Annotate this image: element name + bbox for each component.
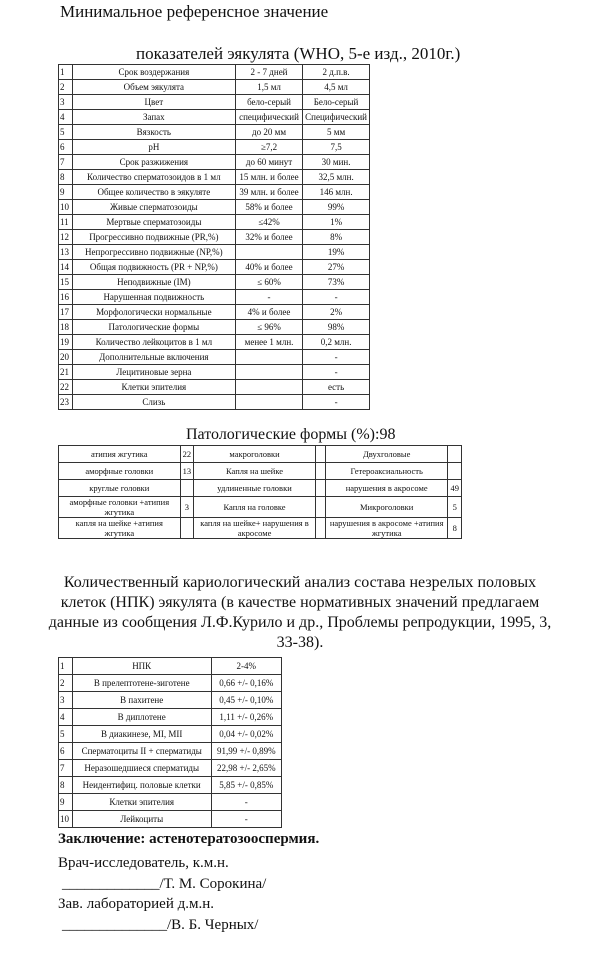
table-cell: Неидентифиц. половые клетки	[72, 777, 211, 794]
table-cell: 2	[59, 675, 73, 692]
table-cell: 13	[59, 245, 73, 260]
table-row	[59, 335, 370, 350]
table-cell	[235, 365, 302, 380]
table-cell: ≤42%	[235, 215, 302, 230]
table-cell: 2-4%	[211, 658, 281, 675]
table-cell: 0,45 +/- 0,10%	[211, 692, 281, 709]
table-row	[59, 777, 282, 794]
table-cell: 7	[59, 155, 73, 170]
table-cell	[235, 245, 302, 260]
table-cell: 5 мм	[303, 125, 370, 140]
table-cell: капля на шейке+ нарушения в акросоме	[194, 518, 316, 539]
table-cell: 9	[59, 185, 73, 200]
table-row	[59, 480, 462, 497]
table-cell: В прелептотене-зиготене	[72, 675, 211, 692]
table-cell: Срок воздержания	[72, 65, 235, 80]
table-cell: 16	[59, 290, 73, 305]
table-cell: -	[235, 290, 302, 305]
table-cell: специфический	[235, 110, 302, 125]
table-cell: 40% и более	[235, 260, 302, 275]
table-row	[59, 365, 370, 380]
table-row	[59, 446, 462, 463]
table-cell: 8	[59, 777, 73, 794]
table-row	[59, 245, 370, 260]
table-row	[59, 692, 282, 709]
table-row	[59, 743, 282, 760]
reference-values-table	[58, 64, 370, 410]
heading-line-1: Минимальное референсное значение	[60, 2, 329, 21]
table-cell: Дополнительные включения	[72, 350, 235, 365]
table-cell: 5	[448, 497, 462, 518]
table-cell: 10	[59, 811, 73, 828]
table-row	[59, 380, 370, 395]
table-cell: Бело-серый	[303, 95, 370, 110]
table-cell: -	[303, 290, 370, 305]
table-row	[59, 709, 282, 726]
table-cell: Морфологически нормальные	[72, 305, 235, 320]
table-row	[59, 760, 282, 777]
table-cell: 15	[59, 275, 73, 290]
table-cell: 19	[59, 335, 73, 350]
table-cell: Клетки эпителия	[72, 794, 211, 811]
table-row	[59, 155, 370, 170]
table-cell: 21	[59, 365, 73, 380]
table-cell: 8%	[303, 230, 370, 245]
table-cell	[316, 480, 326, 497]
heading-line-2: показателей эякулята (WHO, 5-е изд., 2010г.)	[136, 44, 461, 63]
table-cell: 11	[59, 215, 73, 230]
doctor-signature: _____________/Т. М. Сорокина/	[62, 876, 267, 892]
table-cell: pH	[72, 140, 235, 155]
table-cell: 7,5	[303, 140, 370, 155]
table-cell: 1%	[303, 215, 370, 230]
table-cell: 8	[448, 518, 462, 539]
table-cell: 9	[59, 794, 73, 811]
table-cell: 23	[59, 395, 73, 410]
table-cell: Гетероаксиальность	[325, 463, 448, 480]
table-cell: до 60 минут	[235, 155, 302, 170]
table-cell: Клетки эпителия	[72, 380, 235, 395]
table-cell: Лейкоциты	[72, 811, 211, 828]
table-cell: Сперматоциты II + сперматиды	[72, 743, 211, 760]
table-cell: Запах	[72, 110, 235, 125]
table-cell: 14	[59, 260, 73, 275]
table-cell: 91,99 +/- 0,89%	[211, 743, 281, 760]
table-row	[59, 395, 370, 410]
table-cell: ≥7,2	[235, 140, 302, 155]
table-cell	[180, 518, 194, 539]
table-cell: нарушения в акросоме	[325, 480, 448, 497]
table-row	[59, 185, 370, 200]
table-cell: Живые сперматозоиды	[72, 200, 235, 215]
table-cell: Неразошедшиеся сперматиды	[72, 760, 211, 777]
table-cell: Объем эякулята	[72, 80, 235, 95]
table-cell: менее 1 млн.	[235, 335, 302, 350]
table-cell: Количество сперматозоидов в 1 мл	[72, 170, 235, 185]
table-cell	[235, 395, 302, 410]
table-cell: Вязкость	[72, 125, 235, 140]
table-cell: В пахитене	[72, 692, 211, 709]
table-row	[59, 658, 282, 675]
table-cell: Мертвые сперматозоиды	[72, 215, 235, 230]
table-cell: 30 мин.	[303, 155, 370, 170]
table-cell: 2%	[303, 305, 370, 320]
table-cell: 1	[59, 65, 73, 80]
table-cell: 13	[180, 463, 194, 480]
table-cell: 2	[59, 80, 73, 95]
table-cell	[316, 446, 326, 463]
table-cell: 22	[180, 446, 194, 463]
table-cell: 7	[59, 760, 73, 777]
table-cell: 3	[180, 497, 194, 518]
table-cell: 4	[59, 709, 73, 726]
table-cell: 4,5 мл	[303, 80, 370, 95]
table-cell: 146 млн.	[303, 185, 370, 200]
table-cell: ≤ 96%	[235, 320, 302, 335]
table-row	[59, 215, 370, 230]
table-cell: 1	[59, 658, 73, 675]
table-cell: 18	[59, 320, 73, 335]
table-cell: Общая подвижность (PR + NP,%)	[72, 260, 235, 275]
table-row	[59, 65, 370, 80]
table-cell: Капля на шейке	[194, 463, 316, 480]
table-cell: Нарушенная подвижность	[72, 290, 235, 305]
table-cell: В диплотене	[72, 709, 211, 726]
table-cell: 8	[59, 170, 73, 185]
table-cell: 99%	[303, 200, 370, 215]
table-cell: 3	[59, 95, 73, 110]
table-row	[59, 140, 370, 155]
table-row	[59, 726, 282, 743]
table-cell: 5	[59, 125, 73, 140]
table-cell: 4	[59, 110, 73, 125]
table-row	[59, 518, 462, 539]
table-row	[59, 170, 370, 185]
table-cell: 49	[448, 480, 462, 497]
table-cell: Патологические формы	[72, 320, 235, 335]
table-cell	[316, 518, 326, 539]
table-cell: 6	[59, 743, 73, 760]
table-cell: -	[303, 395, 370, 410]
table-cell: удлиненные головки	[194, 480, 316, 497]
pathological-forms-title: Патологические формы (%):98	[186, 426, 396, 443]
table-cell: атипия жгутика	[59, 446, 181, 463]
table-cell: Общее количество в эякуляте	[72, 185, 235, 200]
table-cell: Прогрессивно подвижные (PR,%)	[72, 230, 235, 245]
table-cell: макроголовки	[194, 446, 316, 463]
table-cell: 2 д.п.в.	[303, 65, 370, 80]
table-cell: 98%	[303, 320, 370, 335]
immature-germ-cells-table	[58, 657, 282, 828]
table-cell: до 20 мм	[235, 125, 302, 140]
table-row	[59, 675, 282, 692]
table-row	[59, 200, 370, 215]
table-cell: -	[303, 350, 370, 365]
table-cell: капля на шейке +атипия жгутика	[59, 518, 181, 539]
table-cell: 39 млн. и более	[235, 185, 302, 200]
table-row	[59, 320, 370, 335]
table-cell: 58% и более	[235, 200, 302, 215]
table-row	[59, 110, 370, 125]
doctor-title: Врач-исследователь, к.м.н.	[58, 855, 229, 871]
table-cell: Двухголовые	[325, 446, 448, 463]
table-cell: 19%	[303, 245, 370, 260]
table-cell: 22	[59, 380, 73, 395]
table-cell: 1,5 мл	[235, 80, 302, 95]
table-row	[59, 463, 462, 480]
table-cell: -	[303, 365, 370, 380]
table-cell: 10	[59, 200, 73, 215]
table-cell: 1,11 +/- 0,26%	[211, 709, 281, 726]
table-row	[59, 305, 370, 320]
table-row	[59, 125, 370, 140]
table-cell	[316, 497, 326, 518]
table-cell: Слизь	[72, 395, 235, 410]
table-cell: Лецитиновые зерна	[72, 365, 235, 380]
table-cell: -	[211, 811, 281, 828]
table-row	[59, 80, 370, 95]
table-cell: Количество лейкоцитов в 1 мл	[72, 335, 235, 350]
table-cell: 0,66 +/- 0,16%	[211, 675, 281, 692]
table-cell: 0,04 +/- 0,02%	[211, 726, 281, 743]
table-cell: Специфический	[303, 110, 370, 125]
table-cell: 15 млн. и более	[235, 170, 302, 185]
head-signature: ______________/В. Б. Черных/	[62, 917, 259, 933]
table-cell: бело-серый	[235, 95, 302, 110]
table-cell: круглые головки	[59, 480, 181, 497]
table-cell: 12	[59, 230, 73, 245]
table-row	[59, 230, 370, 245]
table-cell: -	[211, 794, 281, 811]
table-row	[59, 260, 370, 275]
table-cell: 17	[59, 305, 73, 320]
table-row	[59, 350, 370, 365]
table-cell: НПК	[72, 658, 211, 675]
table-cell: 27%	[303, 260, 370, 275]
conclusion: Заключение: астенотератозооспермия.	[58, 831, 320, 847]
table-cell: есть	[303, 380, 370, 395]
table-cell: 6	[59, 140, 73, 155]
table-cell	[448, 463, 462, 480]
table-cell: 5,85 +/- 0,85%	[211, 777, 281, 794]
table-cell	[448, 446, 462, 463]
table-cell: 4% и более	[235, 305, 302, 320]
table-cell: 20	[59, 350, 73, 365]
table-cell: аморфные головки	[59, 463, 181, 480]
table-cell: 5	[59, 726, 73, 743]
table-cell: ≤ 60%	[235, 275, 302, 290]
table-row	[59, 290, 370, 305]
head-title: Зав. лабораторией д.м.н.	[58, 896, 215, 912]
table-cell: 73%	[303, 275, 370, 290]
table-cell	[180, 480, 194, 497]
table-cell: 3	[59, 692, 73, 709]
table-row	[59, 497, 462, 518]
table-cell: аморфные головки +атипия жгутика	[59, 497, 181, 518]
table-cell: Непрогрессивно подвижные (NP,%)	[72, 245, 235, 260]
table-cell: нарушения в акросоме +атипия жгутика	[325, 518, 448, 539]
pathological-forms-table	[58, 445, 462, 539]
table-row	[59, 95, 370, 110]
table-row	[59, 811, 282, 828]
table-cell	[235, 380, 302, 395]
table-cell: 22,98 +/- 2,65%	[211, 760, 281, 777]
table-cell: 32,5 млн.	[303, 170, 370, 185]
table-cell: Капля на головке	[194, 497, 316, 518]
table-row	[59, 275, 370, 290]
table-cell: Микроголовки	[325, 497, 448, 518]
table-cell: 0,2 млн.	[303, 335, 370, 350]
karyological-analysis-paragraph: Количественный кариологический анализ состава незрелых половых клеток (НПК) эякулята (в качестве нормативных значений предлагаем данные из сообщения Л.Ф.Курило и др., Проблемы репродукции, 1995, 3, 33-38).	[48, 574, 552, 651]
table-cell: Неподвижные (IM)	[72, 275, 235, 290]
table-row	[59, 794, 282, 811]
table-cell: Срок разжижения	[72, 155, 235, 170]
table-cell	[235, 350, 302, 365]
table-cell: В диакинезе, MI, MII	[72, 726, 211, 743]
table-cell: 2 - 7 дней	[235, 65, 302, 80]
table-cell: Цвет	[72, 95, 235, 110]
table-cell: 32% и более	[235, 230, 302, 245]
table-cell	[316, 463, 326, 480]
